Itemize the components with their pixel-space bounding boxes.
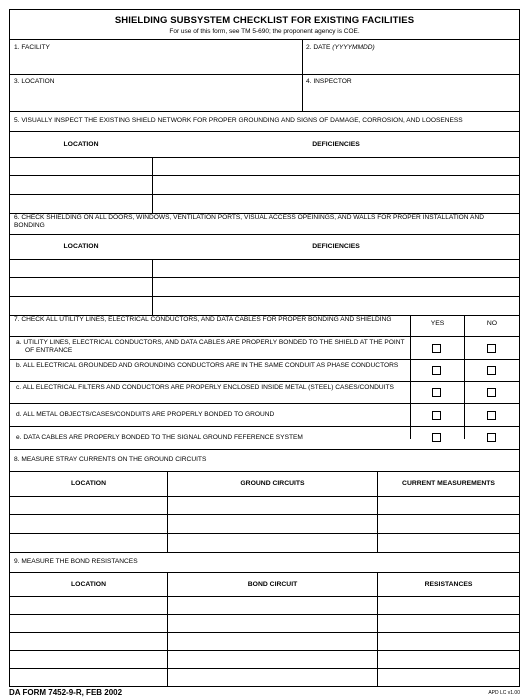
section9-resistances-header: RESISTANCES — [424, 581, 473, 588]
section8-location-cell[interactable] — [11, 497, 166, 514]
section9-resistance-cell[interactable] — [379, 669, 518, 686]
section8-location-cell[interactable] — [11, 534, 166, 552]
section9-resistance-cell[interactable] — [379, 615, 518, 632]
item-d-label: d. ALL METAL OBJECTS/CASES/CONDUITS ARE PROPERLY BONDED TO GROUND — [16, 411, 275, 418]
item-b-no-checkbox[interactable] — [487, 366, 496, 375]
section6-location-cell[interactable] — [11, 278, 151, 296]
item-d-no-checkbox[interactable] — [487, 411, 496, 420]
section8-location-header: LOCATION — [71, 480, 106, 487]
section9-bond-cell[interactable] — [169, 633, 376, 650]
section6-location-cell[interactable] — [11, 297, 151, 315]
facility-field[interactable] — [11, 54, 302, 74]
section6-deficiency-cell[interactable] — [154, 260, 518, 277]
divider — [10, 74, 519, 75]
divider — [410, 315, 411, 439]
section8-label: 8. MEASURE STRAY CURRENTS ON THE GROUND CIRCUITS — [14, 456, 207, 463]
divider — [10, 111, 519, 112]
checklist-form — [9, 9, 520, 687]
section8-current-cell[interactable] — [379, 534, 518, 552]
section6-deficiency-cell[interactable] — [154, 278, 518, 296]
divider — [10, 359, 519, 360]
divider — [167, 572, 168, 687]
section8-ground-cell[interactable] — [169, 515, 376, 533]
section5-location-cell[interactable] — [11, 176, 151, 194]
inspector-field[interactable] — [304, 88, 518, 111]
section6-label: 6. CHECK SHIELDING ON ALL DOORS, WINDOWS, VENTILATION PORTS, VISUAL ACCESS OPEININGS, AND WALLS FOR PROPER INSTALLATION AND BONDING — [14, 214, 484, 230]
section9-location-header: LOCATION — [71, 581, 106, 588]
section8-ground-header: GROUND CIRCUITS — [240, 480, 305, 487]
location-field[interactable] — [11, 88, 302, 111]
divider — [167, 471, 168, 552]
item-c-no-checkbox[interactable] — [487, 388, 496, 397]
item-d-yes-checkbox[interactable] — [432, 411, 441, 420]
section9-location-cell[interactable] — [11, 633, 166, 650]
section6-deficiency-cell[interactable] — [154, 297, 518, 315]
item-c-yes-checkbox[interactable] — [432, 388, 441, 397]
date-field[interactable] — [304, 54, 518, 74]
form-version: APD LC v1.00 — [488, 690, 520, 696]
divider — [10, 403, 519, 404]
yes-header: YES — [430, 320, 445, 327]
section9-location-cell[interactable] — [11, 651, 166, 668]
divider — [10, 471, 519, 472]
item-a-yes-checkbox[interactable] — [432, 344, 441, 353]
section9-bond-header: BOND CIRCUIT — [247, 581, 298, 588]
divider — [10, 572, 519, 573]
section5-location-cell[interactable] — [11, 195, 151, 213]
divider — [152, 157, 153, 213]
section6-deficiencies-header: DEFICIENCIES — [312, 243, 360, 250]
form-title: SHIELDING SUBSYSTEM CHECKLIST FOR EXISTING FACILITIES — [114, 15, 415, 26]
item-a-label: a. UTILITY LINES, ELECTRICAL CONDUCTORS, AND DATA CABLES ARE PROPERLY BONDED TO THE SHIELD AT THE POINT OF ENTRANCE — [16, 339, 405, 355]
form-subtitle: For use of this form, see TM 5-690; the proponent agency is COE. — [169, 28, 360, 35]
date-label: 2. DATE (YYYYMMDD) — [306, 44, 375, 51]
divider — [377, 471, 378, 552]
divider — [152, 259, 153, 315]
no-header: NO — [486, 320, 498, 327]
divider — [10, 552, 519, 553]
section9-location-cell[interactable] — [11, 669, 166, 686]
divider — [10, 426, 519, 427]
section5-deficiency-cell[interactable] — [154, 158, 518, 175]
section5-location-cell[interactable] — [11, 158, 151, 175]
section9-resistance-cell[interactable] — [379, 651, 518, 668]
divider — [377, 572, 378, 687]
section6-location-header: LOCATION — [63, 243, 99, 250]
section5-deficiency-cell[interactable] — [154, 176, 518, 194]
section5-deficiency-cell[interactable] — [154, 195, 518, 213]
divider — [10, 234, 519, 235]
location-label: 3. LOCATION — [14, 78, 55, 85]
divider — [10, 39, 519, 40]
divider — [10, 131, 519, 132]
section9-location-cell[interactable] — [11, 597, 166, 614]
item-a-no-checkbox[interactable] — [487, 344, 496, 353]
item-e-yes-checkbox[interactable] — [432, 433, 441, 442]
section8-current-header: CURRENT MEASUREMENTS — [402, 480, 495, 487]
form-id: DA FORM 7452-9-R, FEB 2002 — [9, 688, 123, 697]
section9-label: 9. MEASURE THE BOND RESISTANCES — [14, 558, 138, 565]
divider — [464, 315, 465, 439]
section9-location-cell[interactable] — [11, 615, 166, 632]
section5-location-header: LOCATION — [63, 141, 99, 148]
inspector-label: 4. INSPECTOR — [306, 78, 352, 85]
section7-label: 7. CHECK ALL UTILITY LINES, ELECTRICAL CONDUCTORS, AND DATA CABLES FOR PROPER BONDING AND SHIELDING — [14, 316, 392, 323]
section5-label: 5. VISUALLY INSPECT THE EXISTING SHIELD NETWORK FOR PROPER GROUNDING AND SIGNS OF DAMAGE, CORROSION, AND LOOSENESS — [14, 117, 463, 124]
item-b-yes-checkbox[interactable] — [432, 366, 441, 375]
section8-ground-cell[interactable] — [169, 497, 376, 514]
section9-resistance-cell[interactable] — [379, 597, 518, 614]
section8-location-cell[interactable] — [11, 515, 166, 533]
section9-resistance-cell[interactable] — [379, 633, 518, 650]
divider — [10, 449, 519, 450]
section9-bond-cell[interactable] — [169, 597, 376, 614]
divider — [10, 381, 519, 382]
section5-deficiencies-header: DEFICIENCIES — [312, 141, 360, 148]
facility-label: 1. FACILITY — [14, 44, 50, 51]
section9-bond-cell[interactable] — [169, 651, 376, 668]
divider — [302, 39, 303, 112]
section9-bond-cell[interactable] — [169, 615, 376, 632]
section8-current-cell[interactable] — [379, 497, 518, 514]
section9-bond-cell[interactable] — [169, 669, 376, 686]
item-e-no-checkbox[interactable] — [487, 433, 496, 442]
section6-location-cell[interactable] — [11, 260, 151, 277]
item-e-label: e. DATA CABLES ARE PROPERLY BONDED TO THE SIGNAL GROUND FEFERENCE SYSTEM — [16, 434, 303, 441]
section8-current-cell[interactable] — [379, 515, 518, 533]
divider — [10, 336, 519, 337]
section8-ground-cell[interactable] — [169, 534, 376, 552]
item-c-label: c. ALL ELECTRICAL FILTERS AND CONDUCTORS ARE PROPERLY ENCLOSED INSIDE METAL (STEEL) CASES/CONDUITS — [16, 384, 394, 391]
item-b-label: b. ALL ELECTRICAL GROUNDED AND GROUNDING CONDUCTORS ARE IN THE SAME CONDUIT AS PHASE CONDUCTORS — [16, 362, 399, 369]
